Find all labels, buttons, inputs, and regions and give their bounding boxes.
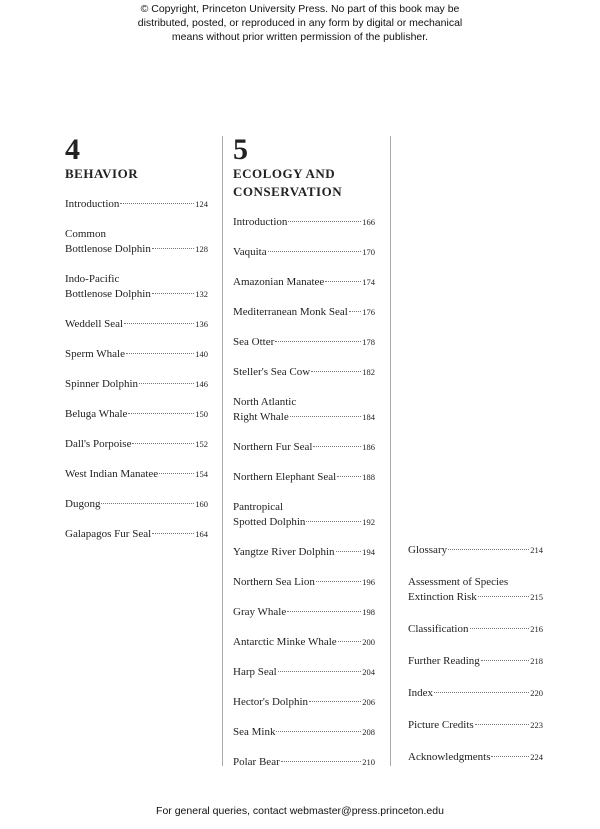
toc-page-number: 218	[530, 656, 543, 666]
toc-entry-title: Galapagos Fur Seal	[65, 528, 152, 540]
toc-entry-row	[65, 527, 208, 542]
toc-entry[interactable]	[408, 686, 543, 701]
toc-entry-title: Spotted Dolphin	[233, 516, 306, 528]
dot-leader	[434, 692, 529, 693]
toc-entry[interactable]	[233, 695, 375, 710]
toc-entry-title: Amazonian Manatee	[233, 276, 325, 288]
toc-entry-row	[65, 317, 208, 332]
toc-entry-title: Harp Seal	[233, 666, 277, 678]
toc-entry[interactable]	[233, 365, 375, 380]
toc-entry[interactable]	[233, 575, 375, 590]
toc-entry-title: Yangtze River Dolphin	[233, 546, 335, 558]
toc-list	[408, 543, 543, 765]
toc-entry-row	[233, 245, 375, 260]
dot-leader	[475, 724, 530, 725]
toc-entry[interactable]	[233, 725, 375, 740]
backmatter-column	[408, 543, 543, 765]
toc-entry[interactable]	[233, 500, 375, 530]
toc-entry-title: Dugong	[65, 498, 101, 510]
toc-entry[interactable]	[233, 305, 375, 320]
toc-entry[interactable]	[65, 197, 208, 212]
dot-leader	[313, 446, 361, 447]
toc-entry-title: Picture Credits	[408, 719, 474, 731]
toc-entry[interactable]	[408, 654, 543, 669]
chapter-number: 5	[233, 133, 248, 166]
toc-entry-title: Hector's Dolphin	[233, 696, 308, 708]
toc-page-number: 128	[195, 244, 208, 254]
toc-entry-row	[408, 750, 543, 765]
dot-leader	[470, 628, 530, 629]
toc-entry[interactable]	[65, 377, 208, 392]
toc-entry[interactable]	[65, 272, 208, 302]
dot-leader	[139, 383, 194, 384]
dot-leader	[336, 551, 362, 552]
toc-entry-row	[65, 242, 208, 257]
toc-entry-row	[233, 575, 375, 590]
chapter-title-line: ECOLOGY AND	[233, 166, 336, 181]
dot-leader	[268, 251, 362, 252]
copyright-line: © Copyright, Princeton University Press. No part of this book may be	[140, 3, 460, 15]
toc-entry-title: Index	[408, 687, 434, 699]
toc-page-number: 152	[195, 439, 208, 449]
toc-page-number: 200	[362, 637, 375, 647]
toc-entry-row	[65, 287, 208, 302]
chapter-title-line: CONSERVATION	[233, 184, 343, 199]
toc-entry-title: Introduction	[233, 216, 288, 228]
toc-entry-row	[233, 335, 375, 350]
toc-entry[interactable]	[408, 718, 543, 733]
toc-entry-title: Spinner Dolphin	[65, 378, 139, 390]
toc-entry[interactable]	[65, 497, 208, 512]
dot-leader	[311, 371, 361, 372]
toc-entry-row	[65, 497, 208, 512]
toc-entry[interactable]	[65, 527, 208, 542]
toc-entry-row	[65, 377, 208, 392]
toc-entry-row	[233, 275, 375, 290]
toc-list	[233, 215, 375, 770]
toc-page-number: 170	[362, 247, 375, 257]
dot-leader	[306, 521, 361, 522]
toc-entry-row	[233, 440, 375, 455]
dot-leader	[152, 248, 194, 249]
toc-entry-row	[233, 605, 375, 620]
toc-entry[interactable]	[233, 395, 375, 425]
toc-page-number: 186	[362, 442, 375, 452]
toc-entry-row	[233, 635, 375, 650]
dot-leader	[478, 596, 530, 597]
toc-entry-row	[233, 545, 375, 560]
toc-entry-title: Assessment of Species	[408, 576, 509, 588]
toc-entry-title: Common	[65, 228, 106, 240]
toc-page-number: 194	[362, 547, 375, 557]
toc-entry-row	[408, 654, 543, 669]
dot-leader	[152, 293, 194, 294]
toc-entry-title: Northern Sea Lion	[233, 576, 315, 588]
dot-leader	[309, 701, 361, 702]
toc-entry-row	[233, 665, 375, 680]
toc-page-number: 198	[362, 607, 375, 617]
toc-entry-title: Polar Bear	[233, 756, 280, 768]
dot-leader	[337, 476, 361, 477]
chapter-title	[233, 165, 375, 201]
chapter-title: BEHAVIOR	[65, 166, 139, 181]
dot-leader	[481, 660, 529, 661]
toc-entry-row	[233, 755, 375, 770]
dot-leader	[126, 353, 194, 354]
toc-page-number: 174	[362, 277, 375, 287]
toc-page-number: 136	[195, 319, 208, 329]
toc-entry-row	[233, 470, 375, 485]
toc-entry-row	[408, 686, 543, 701]
toc-page-number: 184	[362, 412, 375, 422]
toc-entry[interactable]	[233, 665, 375, 680]
toc-page-number: 204	[362, 667, 375, 677]
toc-entry-title: Sea Mink	[233, 726, 276, 738]
toc-entry[interactable]	[65, 437, 208, 452]
toc-list	[65, 197, 208, 542]
copyright-notice	[0, 2, 600, 44]
toc-entry[interactable]	[65, 347, 208, 362]
toc-entry-title: Beluga Whale	[65, 408, 128, 420]
toc-entry-title: Sea Otter	[233, 336, 275, 348]
toc-page-number: 146	[195, 379, 208, 389]
dot-leader	[288, 221, 361, 222]
dot-leader	[120, 203, 194, 204]
toc-entry-row	[233, 725, 375, 740]
toc-entry-row	[408, 590, 543, 605]
toc-entry-row	[65, 437, 208, 452]
toc-entry-title: Sperm Whale	[65, 348, 125, 360]
toc-entry-row	[233, 305, 375, 320]
toc-entry[interactable]	[233, 215, 375, 230]
toc-page-number: 132	[195, 289, 208, 299]
toc-page-number: 214	[530, 545, 543, 555]
toc-entry-title: Steller's Sea Cow	[233, 366, 311, 378]
toc-entry-title: Indo-Pacific	[65, 273, 120, 285]
toc-page-number: 176	[362, 307, 375, 317]
column-divider	[222, 136, 223, 766]
footer-contact: For general queries, contact webmaster@press.princeton.edu	[156, 805, 444, 817]
toc-entry-row	[408, 622, 543, 637]
toc-entry-title: Bottlenose Dolphin	[65, 288, 151, 300]
toc-entry-title: Extinction Risk	[408, 591, 477, 603]
toc-entry-row	[408, 718, 543, 733]
toc-page-number: 216	[530, 624, 543, 634]
toc-entry-title: Northern Elephant Seal	[233, 471, 337, 483]
toc-page-number: 210	[362, 757, 375, 767]
toc-entry[interactable]	[408, 575, 543, 605]
toc-entry-title: Right Whale	[233, 411, 289, 423]
toc-entry[interactable]	[233, 335, 375, 350]
toc-page-number: 206	[362, 697, 375, 707]
toc-page-number: 224	[530, 752, 543, 762]
toc-entry-title: Vaquita	[233, 246, 267, 258]
toc-entry-title: Weddell Seal	[65, 318, 124, 330]
toc-entry[interactable]	[65, 407, 208, 422]
toc-entry-row	[233, 410, 375, 425]
dot-leader	[491, 756, 529, 757]
toc-entry-row	[233, 515, 375, 530]
toc-entry[interactable]	[233, 275, 375, 290]
toc-page-number: 192	[362, 517, 375, 527]
toc-entry-title: Classification	[408, 623, 469, 635]
dot-leader	[290, 416, 362, 417]
toc-entry[interactable]	[65, 317, 208, 332]
dot-leader	[128, 413, 194, 414]
toc-entry-title: Dall's Porpoise	[65, 438, 132, 450]
toc-page-number: 178	[362, 337, 375, 347]
chapter-4-column	[65, 133, 208, 542]
toc-entry[interactable]	[408, 622, 543, 637]
toc-entry[interactable]	[233, 245, 375, 260]
toc-page-number: 124	[195, 199, 208, 209]
toc-entry-title: Gray Whale	[233, 606, 287, 618]
toc-entry-title: Further Reading	[408, 655, 480, 667]
dot-leader	[101, 503, 194, 504]
toc-entry-title: Pantropical	[233, 501, 284, 513]
dot-leader	[132, 443, 194, 444]
dot-leader	[275, 341, 361, 342]
dot-leader	[448, 549, 529, 550]
toc-page-number: 140	[195, 349, 208, 359]
chapter-5-column	[233, 133, 375, 770]
dot-leader	[124, 323, 194, 324]
dot-leader	[349, 311, 361, 312]
toc-entry[interactable]	[65, 227, 208, 257]
toc-entry-row	[233, 215, 375, 230]
copyright-line: distributed, posted, or reproduced in any form by digital or mechanical	[137, 17, 463, 29]
toc-page-number: 188	[362, 472, 375, 482]
toc-page-number: 208	[362, 727, 375, 737]
column-divider	[390, 136, 391, 766]
toc-entry[interactable]	[233, 635, 375, 650]
toc-entry-title: Mediterranean Monk Seal	[233, 306, 348, 318]
toc-entry-row	[65, 467, 208, 482]
toc-entry-title: West Indian Manatee	[65, 468, 159, 480]
chapter-number: 4	[65, 133, 80, 166]
toc-entry-title: Antarctic Minke Whale	[233, 636, 337, 648]
dot-leader	[152, 533, 194, 534]
toc-page-number: 182	[362, 367, 375, 377]
toc-entry-row	[65, 347, 208, 362]
toc-page-number: 154	[195, 469, 208, 479]
toc-entry-title: Glossary	[408, 544, 448, 556]
dot-leader	[278, 671, 362, 672]
dot-leader	[316, 581, 361, 582]
toc-entry-row	[233, 695, 375, 710]
toc-page-number: 164	[195, 529, 208, 539]
toc-entry[interactable]	[408, 543, 543, 558]
toc-entry[interactable]	[233, 470, 375, 485]
toc-entry-title: Acknowledgments	[408, 751, 491, 763]
toc-entry-title: North Atlantic	[233, 396, 297, 408]
dot-leader	[159, 473, 194, 474]
toc-entry[interactable]	[65, 467, 208, 482]
toc-page-number: 215	[530, 592, 543, 602]
toc-entry[interactable]	[233, 440, 375, 455]
dot-leader	[281, 761, 362, 762]
toc-entry-title: Northern Fur Seal	[233, 441, 313, 453]
dot-leader	[325, 281, 361, 282]
toc-page-number: 150	[195, 409, 208, 419]
toc-entry-row	[233, 365, 375, 380]
toc-entry-row	[65, 407, 208, 422]
toc-page-number: 196	[362, 577, 375, 587]
toc-entry[interactable]	[233, 545, 375, 560]
dot-leader	[338, 641, 362, 642]
toc-page-number: 160	[195, 499, 208, 509]
toc-page-number: 166	[362, 217, 375, 227]
toc-page-number: 223	[530, 720, 543, 730]
toc-entry-title: Bottlenose Dolphin	[65, 243, 151, 255]
toc-entry[interactable]	[408, 750, 543, 765]
dot-leader	[276, 731, 361, 732]
toc-entry-row	[408, 543, 543, 558]
toc-entry-title: Introduction	[65, 198, 120, 210]
toc-entry-row	[65, 197, 208, 212]
toc-page-number: 220	[530, 688, 543, 698]
dot-leader	[287, 611, 361, 612]
toc-entry[interactable]	[233, 605, 375, 620]
copyright-line: means without prior written permission of the publisher.	[171, 31, 429, 43]
toc-entry[interactable]	[233, 755, 375, 770]
